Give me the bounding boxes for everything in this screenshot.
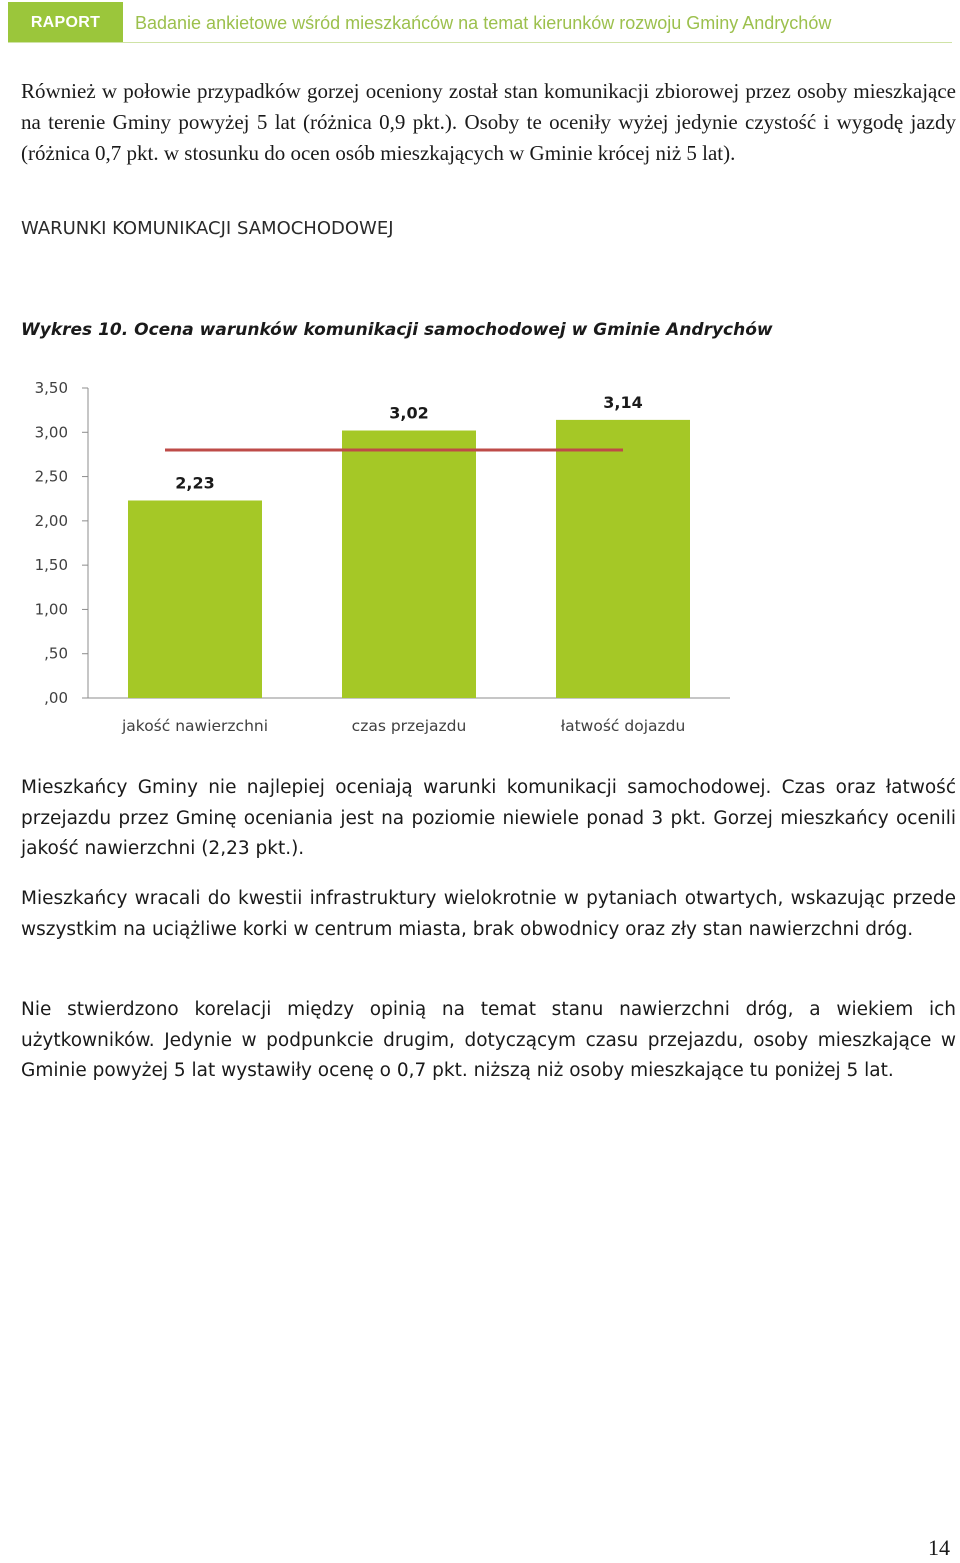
bar — [556, 420, 690, 698]
paragraph-correlation: Nie stwierdzono korelacji między opinią na temat stanu nawierzchni dróg, a wiekiem ich użytkowników. Jedynie w podpunkcie drugim, dotyczącym czasu przejazdu, osoby mieszkające w Gminie powyżej 5 lat wystawiły ocenę o 0,7 pkt. niższą niż osoby mieszkające tu poniżej 5 lat. — [21, 999, 956, 1081]
section-heading: WARUNKI KOMUNIKACJI SAMOCHODOWEJ — [21, 218, 394, 239]
bar — [342, 431, 476, 698]
x-category-label: jakość nawierzchni — [121, 717, 269, 735]
y-tick-label: 2,00 — [34, 511, 68, 530]
paragraph-evaluation: Mieszkańcy Gminy nie najlepiej oceniają warunki komunikacji samochodowej. Czas oraz łatwość przejazdu przez Gminę oceniania jest na poziomie niewiele ponad 3 pkt. Gorzej mieszkańcy ocenili jakość nawierzchni (2,23 pkt.). — [21, 777, 956, 859]
y-tick-label: 1,50 — [34, 556, 68, 575]
bar — [128, 500, 262, 698]
report-header — [8, 2, 952, 43]
intro-paragraph: Również w połowie przypadków gorzej oceniony został stan komunikacji zbiorowej przez osoby mieszkające na terenie Gminy powyżej 5 lat (różnica 0,9 pkt.). Osoby te oceniły wyżej jedynie czystość i wygodę jazdy (różnica 0,7 pkt. w stosunku do ocen osób mieszkających w Gminie krócej niż 5 lat). — [21, 79, 956, 165]
y-tick-label: 3,50 — [34, 379, 68, 397]
y-tick-label: ,00 — [44, 689, 68, 707]
bar-value-label: 2,23 — [175, 473, 215, 493]
bar-value-label: 3,14 — [603, 392, 643, 412]
paragraph-infrastructure: Mieszkańcy wracali do kwestii infrastruktury wielokrotnie w pytaniach otwartych, wskazując przede wszystkim na uciążliwe korki w centrum miasta, brak obwodnicy oraz zły stan nawierzchni dróg. — [21, 888, 956, 940]
x-category-label: czas przejazdu — [351, 717, 467, 735]
page-number: 14 — [928, 1535, 950, 1560]
chart-canvas — [0, 370, 760, 750]
y-tick-label: ,50 — [44, 644, 68, 663]
figure-caption: Wykres 10. Ocena warunków komunikacji samochodowej w Gminie Andrychów — [21, 320, 773, 340]
bar-value-label: 3,02 — [389, 403, 429, 423]
y-tick-label: 3,00 — [34, 423, 68, 442]
report-title: Badanie ankietowe wśród mieszkańców na temat kierunków rozwoju Gminy Andrychów — [135, 13, 832, 33]
x-category-label: łatwość dojazdu — [560, 717, 686, 735]
report-badge: RAPORT — [8, 2, 123, 42]
y-tick-label: 1,00 — [34, 600, 68, 619]
y-tick-label: 2,50 — [34, 467, 68, 486]
bar-chart — [0, 370, 760, 750]
